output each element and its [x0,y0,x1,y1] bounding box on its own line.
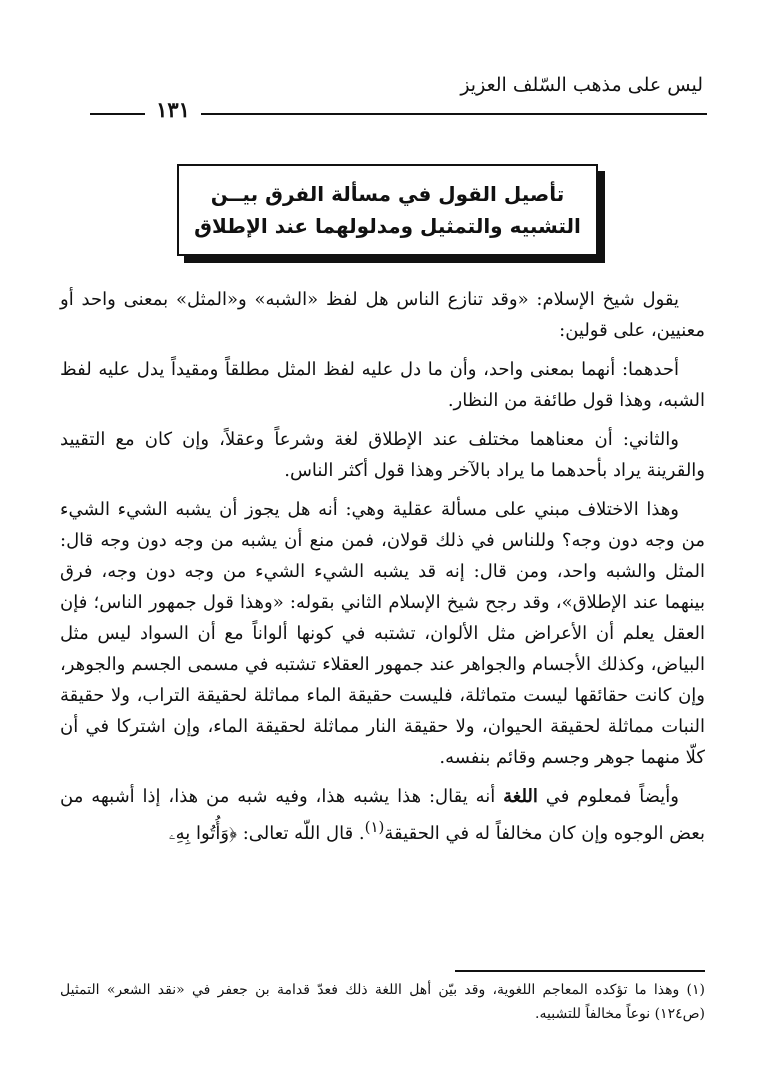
header-rule-right [201,113,707,115]
running-title: ليس على مذهب السّلف العزيز [460,74,703,96]
footnotes [60,978,705,1026]
body-text [60,284,705,857]
footnote-reference: (١) [364,818,385,836]
paragraph-text: وأيضاً فمعلوم في [537,786,679,807]
paragraph: يقول شيخ الإسلام: «وقد تنازع الناس هل لفظ «الشبه» و«المثل» بمعنى واحد أو معنيين، على قولين: [60,289,705,341]
header-rule-left [90,113,145,115]
paragraph: وهذا الاختلاف مبني على مسألة عقلية وهي: أنه هل يجوز أن يشبه الشيء الشيء من وجه دون وجه؟ وللناس في ذلك قولان، فمن منع أن يشبه من وجه دون وجه قال: المثل والشبه واحد، ومن قال: إنه قد يشبه الشيء الشيء من وجه دون وجه، فرق بينهما عند الإطلاق»، وقد رجح شيخ الإسلام الثاني بقوله: «وهذا قول جمهور الناس؛ فإن العقل يعلم أن الأعراض مثل الألوان، تشتبه في كونها ألواناً مع أن السواد ليس مثل البياض، وكذلك الأجسام والجواهر عند جمهور العقلاء تشتبه في مسمى الجسم والجوهر، وإن كانت حقائقها ليست متماثلة، فليست حقيقة الماء مماثلة لحقيقة التراب، ولا حقيقة النبات مماثلة لحقيقة الحيوان، ولا حقيقة النار مماثلة لحقيقة الماء، وإن اشتركا في أن كلّا منهما جوهر وجسم وقائم بنفسه. [60,499,705,768]
paragraph: والثاني: أن معناهما مختلف عند الإطلاق لغة وشرعاً وعقلاً، وإن كان مع التقييد والقرينة يراد بأحدهما ما يراد بالآخر وهذا قول أكثر الناس. [60,429,705,481]
bold-term: اللغة [503,786,538,807]
footnote: (١) وهذا ما تؤكده المعاجم اللغوية، وقد بيّن أهل اللغة ذلك فعدّ قدامة بن جعفر في «نقد الشعر» التمثيل (ص١٢٤) نوعاً مخالفاً للتشبيه. [60,982,705,1022]
section-title-line-2: التشبيه والتمثيل ومدلولهما عند الإطلاق [194,214,581,238]
footnote-divider [455,970,705,972]
section-title-line-1: تأصيل القول في مسألة الفرق بيــن [210,182,565,206]
page-number: ١٣١ [156,97,190,122]
paragraph-last [60,781,705,849]
section-title-box [177,164,598,256]
paragraph-text: أنه يقال: هذا يشبه هذا، وفيه شبه من هذا، إذا أشبهه من بعض الوجوه وإن كان مخالفاً له في الحقيقة [60,786,705,844]
paragraph-text: . قال اللّه تعالى: ﴿وَأُتُوا بِهِۦ [168,823,365,844]
paragraph: أحدهما: أنهما بمعنى واحد، وأن ما دل عليه لفظ المثل مطلقاً ومقيداً يدل عليه لفظ الشبه، وهذا قول طائفة من النظار. [60,359,705,411]
